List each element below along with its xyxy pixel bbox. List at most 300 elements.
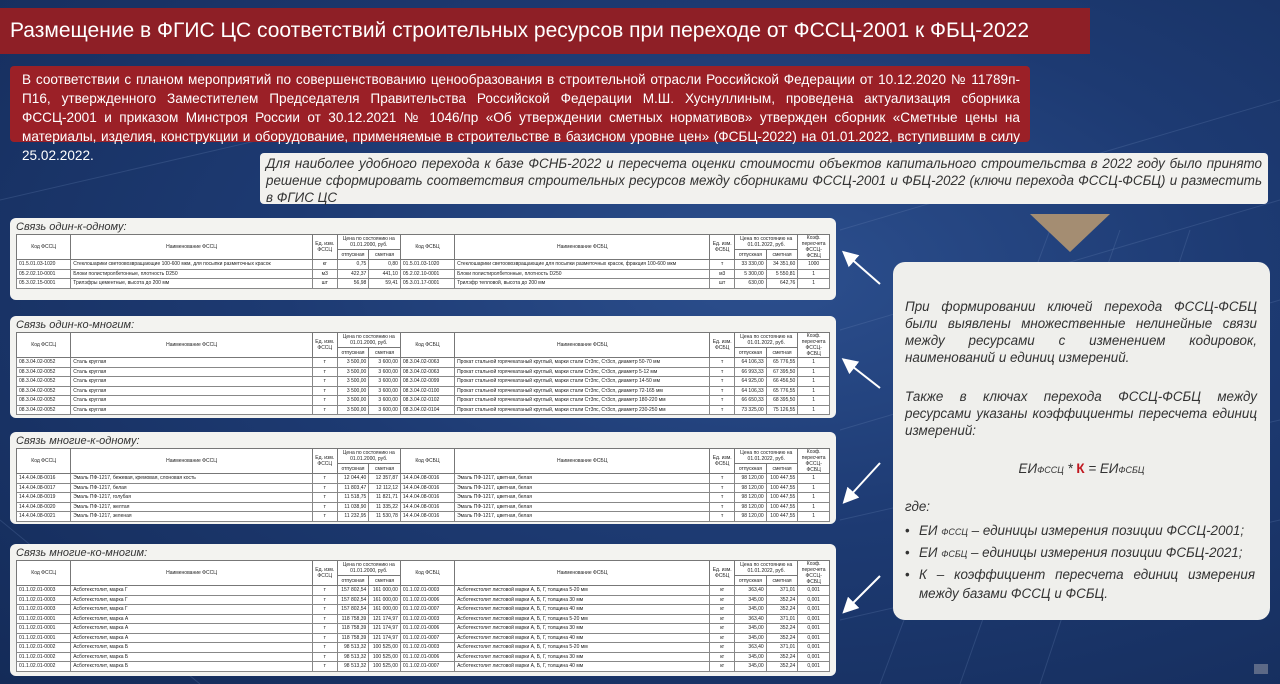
table-cell: 345,00 <box>735 652 767 662</box>
table-cell: 3 500,00 <box>337 367 369 377</box>
column-header: Ед. изм. ФССЦ <box>312 449 337 474</box>
table-cell: 352,24 <box>766 624 798 634</box>
table-cell: 01.1.02.01-0006 <box>400 624 454 634</box>
table-cell: 3 500,00 <box>337 386 369 396</box>
column-header: отпускная <box>337 348 369 358</box>
table-cell: Эмаль ПФ-1217, цветная, белая <box>455 493 710 503</box>
table-cell: т <box>710 260 735 270</box>
table-cell: 3 500,00 <box>337 358 369 368</box>
formula-sub: ФСБЦ <box>1118 465 1145 475</box>
table-cell: 352,24 <box>766 633 798 643</box>
table-cell: 98 120,00 <box>735 512 767 522</box>
table-cell: 64 925,00 <box>735 377 767 387</box>
column-header: отпускная <box>735 464 767 474</box>
table-cell: 01.1.02.01-0002 <box>17 652 71 662</box>
table-cell: 1 <box>798 502 830 512</box>
table-cell: т <box>312 652 337 662</box>
column-header: отпускная <box>337 576 369 586</box>
table-row <box>17 652 830 662</box>
formula-legend <box>905 522 1255 605</box>
table-cell: 100 447,55 <box>766 474 798 484</box>
column-header: сметная <box>369 348 401 358</box>
arrow-icon <box>848 576 880 608</box>
table-cell: кг <box>710 662 735 672</box>
table-cell: 100 447,55 <box>766 512 798 522</box>
table-cell: 33 330,00 <box>735 260 767 270</box>
table-cell: 08.3.04.02-0052 <box>17 367 71 377</box>
table-cell: 59,41 <box>369 279 401 289</box>
column-header: Коэф. пересчета ФССЦ-ФСБЦ <box>798 561 830 586</box>
table-row <box>17 643 830 653</box>
table-cell: т <box>312 386 337 396</box>
table-cell: т <box>312 502 337 512</box>
table-cell: 01.1.02.01-0001 <box>17 614 71 624</box>
table-cell: 352,24 <box>766 662 798 672</box>
table-cell: т <box>312 493 337 503</box>
table-cell: Стеклошарики светоовозвращающие для посыпки разметочных красок, фракция 100-600 мкм <box>455 260 710 270</box>
table-cell: Прокат стальной горячекатаный круглый, марки стали Ст3пс, Ст3сп, диаметр 230-250 мм <box>455 405 710 415</box>
table-cell: 14.4.04.08-0019 <box>17 493 71 503</box>
column-header: Код ФСБЦ <box>400 561 454 586</box>
mapping-table <box>16 448 830 522</box>
table-cell: 14.4.04.08-0016 <box>400 483 454 493</box>
column-header: Цена по состоянию на 01.01.2000, руб. <box>337 235 400 250</box>
table-cell: 08.3.04.02-0099 <box>400 377 454 387</box>
column-header: Цена по состоянию на 01.01.2022, руб. <box>735 235 798 250</box>
table-cell: 0,75 <box>337 260 369 270</box>
column-header: Наименование ФСБЦ <box>455 561 710 586</box>
table-cell: 3 600,00 <box>369 367 401 377</box>
table-cell: 11 821,71 <box>369 493 401 503</box>
column-header: Цена по состоянию на 01.01.2000, руб. <box>337 333 400 348</box>
table-row <box>17 502 830 512</box>
table-cell: Асботекстолит, марка А <box>71 633 313 643</box>
table-cell: 363,40 <box>735 614 767 624</box>
table-cell: 371,01 <box>766 614 798 624</box>
table-cell: т <box>312 377 337 387</box>
table-cell: Асботекстолит, марка Б <box>71 643 313 653</box>
table-cell: 3 500,00 <box>337 396 369 406</box>
table-cell: 98 120,00 <box>735 474 767 484</box>
table-cell: 08.3.04.02-0052 <box>17 377 71 387</box>
table-cell: 157 802,54 <box>337 586 369 596</box>
table-cell: 1 <box>798 269 830 279</box>
section-title: Связь один-к-одному: <box>16 221 127 233</box>
legend-item: • ЕИ ФСБЦ – единицы измерения позиции ФСБЦ-2021; <box>905 544 1255 563</box>
table-cell: Прокат стальной горячекатаный круглый, марки стали Ст3пс, Ст3сп, диаметр 180-220 мм <box>455 396 710 406</box>
column-header: Цена по состоянию на 01.01.2000, руб. <box>337 449 400 464</box>
column-header: Наименование ФСБЦ <box>455 333 710 358</box>
column-header: сметная <box>369 464 401 474</box>
table-cell: 64 106,33 <box>735 386 767 396</box>
explanation-paragraph-2: Также в ключах перехода ФССЦ-ФСБЦ между ресурсами указаны коэффициенты пересчета единиц измерений: <box>905 389 1257 438</box>
table-cell: 0,001 <box>798 605 830 615</box>
column-header: Ед. изм. ФССЦ <box>312 235 337 260</box>
table-cell: 01.1.02.01-0001 <box>17 633 71 643</box>
table-cell: 363,40 <box>735 643 767 653</box>
table-cell: 01.1.02.01-0003 <box>400 586 454 596</box>
table-cell: т <box>312 396 337 406</box>
table-cell: Асботекстолит, марка Б <box>71 662 313 672</box>
table-cell: 100 447,55 <box>766 502 798 512</box>
table-cell: Асботекстолит листовой марки А, Б, Г, толщина 40 мм <box>455 633 710 643</box>
table-cell: 1000 <box>798 260 830 270</box>
decision-note: Для наиболее удобного перехода к базе ФСНБ-2022 и пересчета оценки стоимости объектов капитального строительства в 2022 году было принято решение сформировать соответствия строительных ресурсов между сборниками ФССЦ-2001 и ФБЦ-2022 (ключи перехода ФССЦ-ФСБЦ) и разместить в ФГИС ЦС <box>260 153 1268 204</box>
table-cell: Эмаль ПФ-1217, цветная, белая <box>455 512 710 522</box>
table-cell: 08.3.04.02-0052 <box>17 396 71 406</box>
mapping-table <box>16 234 830 289</box>
table-cell: 11 232,95 <box>337 512 369 522</box>
table-cell: кг <box>710 595 735 605</box>
table-cell: 352,24 <box>766 605 798 615</box>
table-cell: кг <box>710 624 735 634</box>
table-row <box>17 512 830 522</box>
table-cell: кг <box>710 652 735 662</box>
column-header: сметная <box>766 250 798 260</box>
section-title: Связь многие-ко-многим: <box>16 547 148 559</box>
column-header: Наименование ФССЦ <box>71 235 313 260</box>
table-cell: 05.3.02.15-0001 <box>17 279 71 289</box>
table-cell: Сталь круглая <box>71 405 313 415</box>
table-cell: т <box>710 512 735 522</box>
table-row <box>17 493 830 503</box>
table-cell: 363,40 <box>735 586 767 596</box>
table-cell: Сталь круглая <box>71 396 313 406</box>
column-header: Ед. изм. ФСБЦ <box>710 561 735 586</box>
table-cell: 01.1.02.01-0003 <box>17 595 71 605</box>
table-cell: 118 758,39 <box>337 633 369 643</box>
table-row <box>17 586 830 596</box>
column-header: Код ФСБЦ <box>400 235 454 260</box>
table-cell: 08.3.04.02-0052 <box>17 358 71 368</box>
table-cell: 1 <box>798 474 830 484</box>
table-cell: т <box>312 614 337 624</box>
table-row <box>17 405 830 415</box>
table-cell: 08.3.04.02-0102 <box>400 396 454 406</box>
table-cell: 3 600,00 <box>369 358 401 368</box>
table-cell: 121 174,97 <box>369 633 401 643</box>
table-cell: шт <box>710 279 735 289</box>
table-cell: 01.5.01.03-1020 <box>17 260 71 270</box>
table-cell: 08.3.04.02-0063 <box>400 358 454 368</box>
column-header: Цена по состоянию на 01.01.2022, руб. <box>735 333 798 348</box>
column-header: Коэф. пересчета ФССЦ-ФСБЦ <box>798 235 830 260</box>
column-header: отпускная <box>735 348 767 358</box>
table-cell: 08.3.04.02-0052 <box>17 405 71 415</box>
table-cell: 3 600,00 <box>369 405 401 415</box>
where-label: где: <box>905 499 931 514</box>
arrow-icon <box>848 363 880 388</box>
table-cell: Эмаль ПФ-1217, цветная, белая <box>455 474 710 484</box>
table-cell: т <box>312 643 337 653</box>
legend-item: • ЕИ ФССЦ – единицы измерения позиции ФССЦ-2001; <box>905 522 1255 541</box>
table-row <box>17 279 830 289</box>
table-cell: Эмаль ПФ-1217, цветная, белая <box>455 483 710 493</box>
table-cell: т <box>710 377 735 387</box>
table-cell: Трилэфр тепловой, высота до 200 мм <box>455 279 710 289</box>
table-cell: 11 038,90 <box>337 502 369 512</box>
down-arrow-icon <box>1030 214 1110 252</box>
table-cell: т <box>710 474 735 484</box>
table-cell: Асботекстолит листовой марки А, Б, Г, толщина 30 мм <box>455 595 710 605</box>
table-cell: 66 650,33 <box>735 396 767 406</box>
table-cell: 0,001 <box>798 614 830 624</box>
column-header: Наименование ФСБЦ <box>455 449 710 474</box>
table-cell: Асботекстолит листовой марки А, Б, Г, толщина 40 мм <box>455 662 710 672</box>
arrow-icon <box>848 463 880 498</box>
table-cell: Блоки полистиролбетонные, плотность D250 <box>71 269 313 279</box>
column-header: отпускная <box>337 250 369 260</box>
formula-part: = ЕИ <box>1084 461 1119 476</box>
table-cell: 345,00 <box>735 624 767 634</box>
table-cell: кг <box>710 586 735 596</box>
column-header: Наименование ФСБЦ <box>455 235 710 260</box>
legend-item: • К – коэффициент пересчета единиц измерения между базами ФССЦ и ФСБЦ. <box>905 566 1255 602</box>
table-cell: 371,01 <box>766 643 798 653</box>
table-cell: 34 351,60 <box>766 260 798 270</box>
table-row <box>17 633 830 643</box>
table-cell: 630,00 <box>735 279 767 289</box>
mapping-section <box>10 316 836 418</box>
table-cell: 345,00 <box>735 662 767 672</box>
table-cell: Асботекстолит листовой марки А, Б, Г, толщина 30 мм <box>455 624 710 634</box>
table-cell: 14.4.04.08-0016 <box>17 474 71 484</box>
table-cell: кг <box>312 260 337 270</box>
table-cell: Асботекстолит, марка Г <box>71 595 313 605</box>
column-header: Код ФСБЦ <box>400 333 454 358</box>
table-cell: Трилэфры цементные, высота до 200 мм <box>71 279 313 289</box>
table-cell: Сталь круглая <box>71 377 313 387</box>
table-cell: 01.1.02.01-0003 <box>400 614 454 624</box>
formula-coefficient: К <box>1076 461 1085 476</box>
table-cell: 345,00 <box>735 605 767 615</box>
column-header: отпускная <box>735 576 767 586</box>
table-row <box>17 377 830 387</box>
table-row <box>17 624 830 634</box>
table-cell: 3 600,00 <box>369 386 401 396</box>
table-cell: 98 120,00 <box>735 502 767 512</box>
table-cell: 08.3.04.02-0100 <box>400 386 454 396</box>
column-header: Ед. изм. ФССЦ <box>312 333 337 358</box>
table-row <box>17 605 830 615</box>
table-cell: Сталь круглая <box>71 386 313 396</box>
table-cell: 01.1.02.01-0006 <box>400 595 454 605</box>
table-cell: 345,00 <box>735 633 767 643</box>
table-cell: 157 802,54 <box>337 595 369 605</box>
table-cell: 14.4.04.08-0017 <box>17 483 71 493</box>
table-cell: 01.1.02.01-0002 <box>17 643 71 653</box>
column-header: Ед. изм. ФСБЦ <box>710 235 735 260</box>
intro-text: В соответствии с планом мероприятий по совершенствованию ценообразования в строительной отрасли Российской Федерации от 10.12.2020 № 11789п-П16, утвержденного Заместителем Председателя Правительства Российской Федерации М.Ш. Хуснуллиным, проведена актуализация сборника ФССЦ-2001 и приказом Минстроя России от 30.12.2021 № 1046/пр «Об утверждении сметных нормативов» утвержден сборник «Сметные цены на материалы, изделия, конструкции и оборудование, применяемые в строительстве в базисном уровне цен» (ФСБЦ-2022) на 01.01.2022, вступившим в силу 25.02.2022. <box>10 66 1030 142</box>
table-cell: 98 513,32 <box>337 662 369 672</box>
table-cell: т <box>312 483 337 493</box>
table-cell: 14.4.04.08-0016 <box>400 512 454 522</box>
table-cell: 65 776,55 <box>766 386 798 396</box>
table-cell: т <box>710 405 735 415</box>
table-cell: 0,001 <box>798 624 830 634</box>
table-cell: 12 357,87 <box>369 474 401 484</box>
table-cell: Асботекстолит листовой марки А, Б, Г, толщина 30 мм <box>455 652 710 662</box>
table-cell: 05.3.01.17-0001 <box>400 279 454 289</box>
table-cell: Прокат стальной горячекатаный круглый, марки стали Ст3пс, Ст3сп, диаметр 50-70 мм <box>455 358 710 368</box>
table-cell: 68 395,50 <box>766 396 798 406</box>
page-title: Размещение в ФГИС ЦС соответствий строительных ресурсов при переходе от ФССЦ-2001 к ФБЦ-2022 <box>0 8 1090 54</box>
table-cell: 98 120,00 <box>735 483 767 493</box>
formula-sub: ФССЦ <box>1037 465 1064 475</box>
table-cell: 01.1.02.01-0002 <box>17 662 71 672</box>
column-header: Коэф. пересчета ФССЦ-ФСБЦ <box>798 449 830 474</box>
table-cell: 371,01 <box>766 586 798 596</box>
table-row <box>17 595 830 605</box>
column-header: Цена по состоянию на 01.01.2000, руб. <box>337 561 400 576</box>
table-row <box>17 614 830 624</box>
table-cell: Асботекстолит, марка А <box>71 624 313 634</box>
column-header: сметная <box>369 250 401 260</box>
table-cell: Эмаль ПФ-1217, белая <box>71 483 313 493</box>
table-cell: Асботекстолит листовой марки А, Б, Г, толщина 5-20 мм <box>455 586 710 596</box>
table-row <box>17 367 830 377</box>
table-cell: 14.4.04.08-0021 <box>17 512 71 522</box>
table-cell: 01.1.02.01-0003 <box>400 643 454 653</box>
table-cell: 0,001 <box>798 595 830 605</box>
table-cell: 118 758,39 <box>337 624 369 634</box>
column-header: Ед. изм. ФСБЦ <box>710 333 735 358</box>
table-cell: 65 776,55 <box>766 358 798 368</box>
table-cell: кг <box>710 633 735 643</box>
table-cell: т <box>312 605 337 615</box>
formula-part: * <box>1063 461 1077 476</box>
table-cell: т <box>710 367 735 377</box>
table-cell: 100 525,00 <box>369 643 401 653</box>
table-cell: Стеклошарики светоовозвращающие 100-600 мкм, для посыпки разметочных красок <box>71 260 313 270</box>
table-cell: 08.3.04.02-0063 <box>400 367 454 377</box>
table-cell: 1 <box>798 377 830 387</box>
table-cell: 1 <box>798 396 830 406</box>
column-header: Код ФССЦ <box>17 449 71 474</box>
table-cell: 01.1.02.01-0001 <box>17 624 71 634</box>
table-cell: 121 174,97 <box>369 614 401 624</box>
table-cell: 0,001 <box>798 586 830 596</box>
table-row <box>17 474 830 484</box>
table-cell: 161 000,00 <box>369 586 401 596</box>
table-cell: 441,10 <box>369 269 401 279</box>
table-cell: 01.1.02.01-0006 <box>400 652 454 662</box>
table-cell: 3 600,00 <box>369 396 401 406</box>
mapping-section <box>10 218 836 300</box>
table-cell: 100 525,00 <box>369 652 401 662</box>
table-cell: Прокат стальной горячекатаный круглый, марки стали Ст3пс, Ст3сп, диаметр 72-165 мм <box>455 386 710 396</box>
table-cell: 100 525,00 <box>369 662 401 672</box>
table-cell: 161 000,00 <box>369 605 401 615</box>
table-row <box>17 260 830 270</box>
table-cell: 08.3.04.02-0104 <box>400 405 454 415</box>
table-cell: 422,37 <box>337 269 369 279</box>
column-header: Ед. изм. ФССЦ <box>312 561 337 586</box>
table-cell: т <box>710 502 735 512</box>
table-cell: Эмаль ПФ-1217, зеленая <box>71 512 313 522</box>
table-cell: Асботекстолит, марка Б <box>71 652 313 662</box>
column-header: Коэф. пересчета ФССЦ-ФСБЦ <box>798 333 830 358</box>
table-cell: т <box>312 405 337 415</box>
table-cell: т <box>312 624 337 634</box>
table-cell: т <box>710 396 735 406</box>
table-cell: 157 802,54 <box>337 605 369 615</box>
table-cell: Эмаль ПФ-1217, голубая <box>71 493 313 503</box>
column-header: Код ФССЦ <box>17 235 71 260</box>
table-cell: 345,00 <box>735 595 767 605</box>
table-cell: 64 106,33 <box>735 358 767 368</box>
mapping-table <box>16 332 830 415</box>
conversion-formula <box>893 460 1270 479</box>
corner-logo-icon <box>1254 664 1268 674</box>
table-cell: 66 456,50 <box>766 377 798 387</box>
table-cell: т <box>312 662 337 672</box>
column-header: Цена по состоянию на 01.01.2022, руб. <box>735 561 798 576</box>
explanation-paragraph-1: При формировании ключей перехода ФССЦ-ФСБЦ были выявлены множественные нелинейные связи между ресурсами с изменением кодировок, наименований и единиц измерений. <box>905 299 1257 365</box>
table-cell: Асботекстолит, марка Г <box>71 605 313 615</box>
table-cell: 1 <box>798 512 830 522</box>
table-cell: 3 500,00 <box>337 377 369 387</box>
table-cell: 73 325,00 <box>735 405 767 415</box>
table-cell: 01.1.02.01-0003 <box>17 586 71 596</box>
table-cell: 05.2.02.10-0001 <box>400 269 454 279</box>
column-header: сметная <box>369 576 401 586</box>
mapping-section <box>10 544 836 676</box>
arrow-icon <box>848 256 880 284</box>
table-cell: 14.4.04.08-0016 <box>400 493 454 503</box>
mapping-section <box>10 432 836 524</box>
column-header: Код ФССЦ <box>17 333 71 358</box>
table-cell: т <box>312 367 337 377</box>
table-cell: т <box>710 358 735 368</box>
column-header: Ед. изм. ФСБЦ <box>710 449 735 474</box>
table-cell: 642,76 <box>766 279 798 289</box>
table-cell: кг <box>710 614 735 624</box>
table-cell: 98 513,32 <box>337 652 369 662</box>
table-cell: 14.4.04.08-0016 <box>400 502 454 512</box>
table-cell: Эмаль ПФ-1217, бежевая, кремовая, слоновая кость <box>71 474 313 484</box>
table-cell: т <box>312 595 337 605</box>
column-header: сметная <box>766 576 798 586</box>
table-row <box>17 358 830 368</box>
table-cell: 1 <box>798 493 830 503</box>
table-cell: м3 <box>312 269 337 279</box>
mapping-table <box>16 560 830 672</box>
table-cell: 5 550,81 <box>766 269 798 279</box>
table-cell: 98 120,00 <box>735 493 767 503</box>
column-header: сметная <box>766 464 798 474</box>
table-cell: 1 <box>798 358 830 368</box>
table-cell: Прокат стальной горячекатаный круглый, марки стали Ст3пс, Ст3сп, диаметр 5-12 мм <box>455 367 710 377</box>
table-cell: Асботекстолит, марка Г <box>71 586 313 596</box>
arrows-group <box>838 248 888 628</box>
table-cell: Эмаль ПФ-1217, желтая <box>71 502 313 512</box>
formula-part: ЕИ <box>1018 461 1038 476</box>
table-cell: Блоки полистиролбетонные, плотность D250 <box>455 269 710 279</box>
table-cell: Сталь круглая <box>71 367 313 377</box>
table-cell: 14.4.04.08-0020 <box>17 502 71 512</box>
table-cell: т <box>312 358 337 368</box>
column-header: сметная <box>766 348 798 358</box>
table-cell: т <box>312 512 337 522</box>
table-cell: 100 447,55 <box>766 483 798 493</box>
table-cell: 75 126,55 <box>766 405 798 415</box>
table-cell: Сталь круглая <box>71 358 313 368</box>
table-cell: 352,24 <box>766 652 798 662</box>
table-cell: 1 <box>798 405 830 415</box>
section-title: Связь многие-к-одному: <box>16 435 140 447</box>
table-cell: 3 500,00 <box>337 405 369 415</box>
